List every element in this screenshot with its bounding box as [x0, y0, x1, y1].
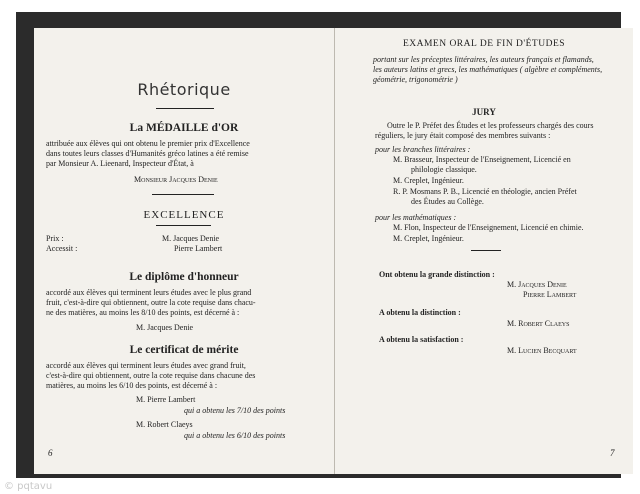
jury-intro-line: réguliers, le jury était composé des membres suivants : — [375, 131, 551, 140]
prix-label: Prix : — [46, 234, 64, 243]
lit-label: pour les branches littéraires : — [375, 145, 471, 154]
booklet-spread — [16, 12, 621, 478]
math-member: M. Flon, Inspecteur de l'Enseignement, Licencié en chimie. — [393, 223, 584, 232]
jury-intro-line: Outre le P. Préfet des Études et les professeurs chargés des cours — [387, 121, 594, 130]
excellence-heading: EXCELLENCE — [143, 209, 225, 221]
cert-name: M. Robert Claeys — [136, 420, 193, 429]
accessit-label: Accessit : — [46, 244, 78, 253]
medal-recipient: Monsieur Jacques Denie — [134, 175, 218, 184]
lit-member: M. Brasseur, Inspecteur de l'Enseignement, Licencié en — [393, 155, 571, 164]
medal-text-line: dans toutes leurs classes d'Humanités gréco latines a été remise — [46, 149, 249, 158]
lit-member: R. P. Mosmans P. B., Licencié en théologie, ancien Préfet — [393, 187, 577, 196]
certificat-text-line: matières, au moins les 6/10 des points, est décerné à : — [46, 381, 218, 390]
satisfaction-name: M. Lucien Becquart — [507, 346, 577, 355]
cert-note: qui a obtenu les 6/10 des points — [184, 431, 286, 440]
grande-distinction-label: Ont obtenu la grande distinction : — [379, 270, 495, 279]
grande-distinction-name: M. Jacques Denie — [507, 280, 567, 289]
distinction-name: M. Robert Claeys — [507, 319, 570, 328]
divider — [471, 250, 501, 251]
lit-member: des Études au Collège. — [411, 197, 484, 206]
diplome-text-line: fruit, c'est-à-dire qui obtiennent, outre la cote requise dans chacu- — [46, 298, 256, 307]
diplome-name: M. Jacques Denie — [136, 323, 194, 332]
medal-heading: La MÉDAILLE d'OR — [129, 122, 239, 134]
certificat-heading: Le certificat de mérite — [129, 344, 239, 356]
divider — [156, 108, 214, 109]
watermark: © pqtavu — [4, 481, 53, 492]
exam-intro-line: portant sur les préceptes littéraires, les auteurs français et flamands, — [373, 55, 594, 64]
diplome-heading: Le diplôme d'honneur — [129, 271, 239, 283]
accessit-name: Pierre Lambert — [174, 244, 223, 253]
divider — [156, 225, 211, 226]
grande-distinction-name: Pierre Lambert — [523, 290, 577, 299]
exam-header: EXAMEN ORAL DE FIN D'ÉTUDES — [402, 39, 566, 49]
left-page — [34, 28, 334, 474]
medal-text-line: attribuée aux élèves qui ont obtenu le premier prix d'Excellence — [46, 139, 250, 148]
jury-heading: JURY — [472, 107, 496, 117]
exam-intro-line: géométrie, trigonométrie ) — [373, 75, 458, 84]
certificat-text-line: c'est-à-dire qui obtiennent, outre la cote requise dans chacune des — [46, 371, 256, 380]
cert-note: qui a obtenu les 7/10 des points — [184, 406, 286, 415]
lit-member: M. Creplet, Ingénieur. — [393, 176, 464, 185]
math-label: pour les mathématiques : — [375, 213, 457, 222]
diplome-text-line: accordé aux élèves qui terminent leurs études avec le plus grand — [46, 288, 252, 297]
distinction-label: A obtenu la distinction : — [379, 308, 461, 317]
medal-text-line: par Monsieur A. Lieenard, Inspecteur d'État, à — [46, 159, 194, 168]
right-page — [335, 28, 633, 474]
exam-intro-line: les auteurs latins et grecs, les mathématiques ( algèbre et compléments, — [373, 65, 603, 74]
prix-name: M. Jacques Denie — [162, 234, 220, 243]
math-member: M. Creplet, Ingénieur. — [393, 234, 464, 243]
divider — [152, 194, 214, 195]
page-number: 6 — [48, 448, 53, 458]
satisfaction-label: A obtenu la satisfaction : — [379, 335, 464, 344]
page-number: 7 — [610, 448, 615, 458]
cert-name: M. Pierre Lambert — [136, 395, 196, 404]
lit-member: philologie classique. — [411, 165, 477, 174]
certificat-text-line: accordé aux élèves qui terminent leurs études avec grand fruit, — [46, 361, 246, 370]
diplome-text-line: ne des matières, au moins les 8/10 des points, est décerné à : — [46, 308, 240, 317]
section-title: Rhétorique — [137, 80, 231, 99]
